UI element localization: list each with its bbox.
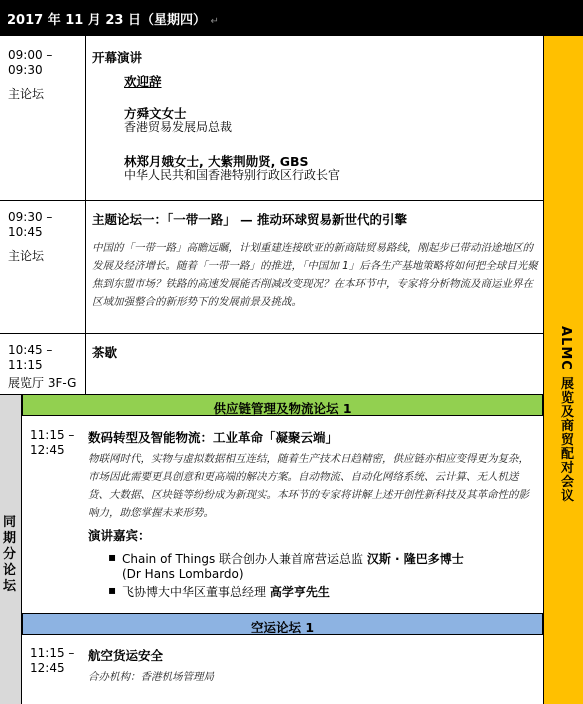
speaker-list-item [108, 550, 538, 581]
opening-time-end: 09:30 [8, 63, 43, 77]
break-title: 茶歇 [92, 345, 118, 360]
opening-venue: 主论坛 [8, 87, 45, 101]
speaker2-org: 飞协博大中华区董事总经理 [122, 585, 267, 599]
keynote-description: 中国的「一带一路」高瞻远瞩，计划重建连接欧亚的新商陆贸易路线，刚起步已带动沿途地区的发展及经济增长。随着「一带一路」的推进，「中国加 1」后各生产基地策略将如何把全球目光聚焦到东盟市场？铁路的高速发展能否削减改变现况？在本环节中，专家将分析物流及商运业界在区域加强整合的新形势下的发展前景及挑战。 [92, 242, 538, 308]
row-divider [0, 200, 543, 201]
speaker1-org: Chain of Things 联合创办人兼首席营运总监 [122, 552, 364, 566]
opening-time-start: 09:00 – [8, 48, 53, 62]
column-divider [85, 200, 86, 333]
break-venue: 展览厅 3F-G [8, 376, 77, 390]
supply-chain-time-start: 11:15 – [30, 428, 75, 442]
keynote-time-start: 09:30 – [8, 210, 53, 224]
supply-chain-time-end: 12:45 [30, 443, 65, 457]
event-sidebar [543, 36, 583, 704]
supply-chain-time [30, 428, 74, 458]
speaker1-english-name: (Dr Hans Lombardo) [122, 567, 244, 581]
column-divider [85, 333, 86, 394]
concurrent-label: 同期分论坛 [3, 515, 17, 594]
break-time [8, 343, 52, 373]
break-time-start: 10:45 – [8, 343, 53, 357]
bullet-icon: ▪ [108, 550, 117, 564]
supply-chain-description: 物联网时代，实物与虚拟数据相互连结，随着生产技术日趋精密，供应链亦相应变得更为复杂，市场因此需要更具创意和更高端的解决方案。自动物流、自动化网络系统、云计算、无人机送货、大数据、区块链等纷纷成为新现实。本环节的专家将讲解上述开创性新科技及其革命性的影响力，助您掌握未来形势。 [88, 453, 529, 519]
speaker1-name: 方舜文女士 [124, 106, 187, 121]
opening-time [8, 48, 52, 78]
speakers-heading: 演讲嘉宾： [88, 528, 151, 543]
speaker-list-item [108, 583, 538, 600]
sidebar-title: ALMC 展览及商贸配对会议 [558, 326, 573, 503]
welcome-heading: 欢迎辞 [124, 74, 162, 89]
speaker2-name: 高学亨先生 [269, 585, 330, 599]
speaker1-role: 香港贸易发展局总裁 [124, 120, 233, 134]
air-cargo-time-end: 12:45 [30, 661, 65, 675]
opening-title: 开幕演讲 [92, 50, 143, 65]
speaker2-role: 中华人民共和国香港特别行政区行政长官 [124, 168, 341, 182]
speaker1-name: 汉斯 · 隆巴多博士 [366, 552, 464, 566]
speaker2-name: 林郑月娥女士, 大紫荆勋贤, GBS [124, 154, 309, 169]
air-cargo-title: 航空货运安全 [88, 648, 164, 663]
column-divider [85, 36, 86, 200]
keynote-time-end: 10:45 [8, 225, 43, 239]
keynote-title: 主题论坛一：「一带一路」 — 推动环球贸易新世代的引擎 [92, 212, 407, 227]
concurrent-label-column [0, 394, 22, 704]
air-cargo-bar: 空运论坛 1 [22, 613, 543, 635]
air-cargo-organizer: 合办机构：香港机场管理局 [88, 671, 214, 683]
supply-chain-title: 数码转型及智能物流：工业革命「凝聚云端」 [88, 430, 339, 445]
return-mark: ↵ [210, 16, 219, 27]
supply-chain-bar: 供应链管理及物流论坛 1 [22, 394, 543, 416]
air-cargo-time [30, 646, 74, 676]
air-cargo-time-start: 11:15 – [30, 646, 75, 660]
row-divider [0, 333, 543, 334]
bullet-icon: ▪ [108, 583, 117, 597]
keynote-venue: 主论坛 [8, 249, 45, 263]
date-text: 2017 年 11 月 23 日（星期四） [7, 13, 206, 28]
break-time-end: 11:15 [8, 358, 43, 372]
date-header [0, 0, 583, 36]
keynote-time [8, 210, 52, 240]
